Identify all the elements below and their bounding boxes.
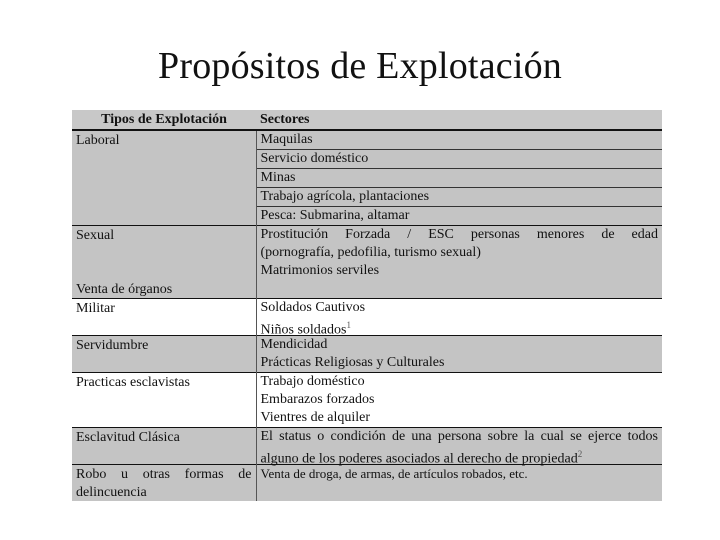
sector-text: Niños soldados [260,322,347,338]
sector-item: Mendicidad [260,337,328,352]
sectors-cell [256,428,662,465]
sector-item: Servicio doméstico [257,150,663,169]
sectors-cell [256,373,662,428]
type-cell: Servidumbre [72,336,256,373]
sector-item: Embarazos forzados [260,392,375,407]
type-label-line2: delincuencia [76,484,147,500]
sectors-cell [256,299,662,336]
sector-item: Vientres de alquiler [260,410,371,425]
sector-item: Trabajo doméstico [260,374,365,389]
table-row-militar [72,299,662,336]
type-word: u [121,467,129,482]
table-row-robo [72,465,662,502]
type-word: formas [184,467,224,482]
sector-text: alguno de los poderes asociados al derecho de propiedad [260,451,578,467]
sector-item: Maquilas [257,131,663,150]
type-label-justified [76,466,252,484]
type-cell [72,465,256,502]
sector-item: Venta de droga, de armas, de artículos robados, etc. [260,466,528,481]
table-row-sexual [72,226,662,299]
type-label: Sexual [76,228,115,243]
type-label-extra: Venta de órganos [76,281,173,297]
sectors-cell [256,336,662,373]
slide-title: Propósitos de Explotación [158,45,562,87]
type-word: otras [142,467,170,482]
type-cell [72,226,256,299]
sector-item: El status o condición de una persona sobre la cual se ejerce todos [260,429,658,444]
sector-item: Prostitución Forzada / ESC personas menores de edad [260,227,658,242]
sector-item: Matrimonios serviles [260,263,380,278]
exploitation-table [72,110,658,500]
sector-item [257,317,663,338]
sectors-cell [256,130,662,226]
type-cell: Esclavitud Clásica [72,428,256,465]
sector-item [257,446,663,467]
footnote-marker: 2 [577,449,583,459]
table-row-servidumbre [72,336,662,373]
footnote-marker: 1 [346,320,351,330]
type-cell: Laboral [72,130,256,226]
sector-item: Pesca: Submarina, altamar [260,208,410,223]
sectors-cell [256,226,662,299]
table-row-esclavitud [72,428,662,465]
table-header-row [72,110,662,130]
type-word: Robo [76,467,107,482]
table-row-practicas [72,373,662,428]
table-row-laboral [72,130,662,226]
type-cell: Militar [72,299,256,336]
sector-item: (pornografía, pedofilia, turismo sexual) [260,245,481,260]
header-sectors: Sectores [256,110,662,130]
sector-item: Prácticas Religiosas y Culturales [260,355,445,370]
header-types: Tipos de Explotación [72,110,256,130]
sector-item: Trabajo agrícola, plantaciones [257,188,663,207]
sector-item: Minas [257,169,663,188]
type-cell: Practicas esclavistas [72,373,256,428]
type-word: de [238,467,252,482]
sector-item: Soldados Cautivos [260,300,366,315]
sectors-cell [256,465,662,502]
